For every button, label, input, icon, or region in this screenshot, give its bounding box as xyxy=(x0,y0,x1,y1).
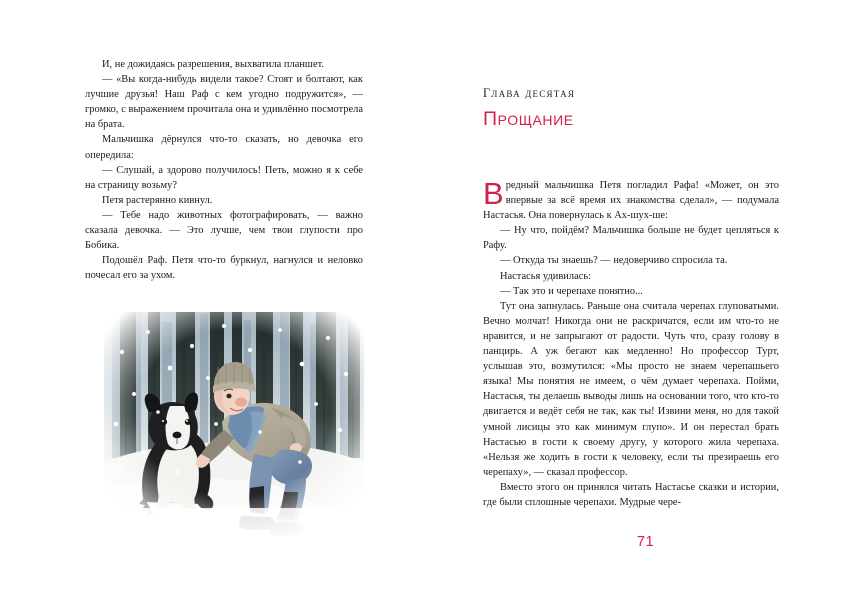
chapter-kicker: Глава десятая xyxy=(483,86,576,100)
left-page-text-column xyxy=(85,57,363,283)
paragraph: Тут она запнулась. Раньше она считала черепах глуповатыми. Вечно молчат! Никогда они не раскричатся, если им что-то не нравится, и не запрыгают от радости. Чуть что, сразу голову в панцирь. А уж бегают как медленно! Но профессор Турт, услышав это, возмутился: «Мы просто не знаем черепашьего языка! Мы понятия не имеем, о чём думает черепаха. Пойми, Настасья, ты делаешь выводы лишь на основании того, что кто-то двигается и ведёт себя не так, как ты! Извини меня, но для такой умной лисицы это как минимум глупо». И он перестал брать Настасью в гости к своему другу, у которого жила черепаха. «Нельзя же ходить в гости к человеку, если ты презираешь его черепаху», — сказал профессор. xyxy=(483,300,779,478)
paragraph: Петя растерянно кивнул. xyxy=(102,194,213,206)
paragraph-with-dropcap xyxy=(483,178,779,223)
paragraph: — Слушай, а здорово получилось! Петь, можно я к себе на страницу возьму? xyxy=(85,164,363,191)
paragraph: — Откуда ты знаешь? — недоверчиво спросила та. xyxy=(500,255,728,267)
paragraph: — Так это и черепахе понятно... xyxy=(500,285,643,297)
page-title: Прощание xyxy=(483,108,574,130)
drop-cap: В xyxy=(483,176,504,211)
paragraph: — Ну что, пойдём? Мальчишка больше не будет цепляться к Рафу. xyxy=(483,225,779,252)
right-page-text-column xyxy=(483,178,779,510)
paragraph: Подошёл Раф. Петя что-то буркнул, нагнулся и неловко почесал его за ухом. xyxy=(85,255,363,282)
paragraph: Мальчишка дёрнулся что-то сказать, но девочка его опередила: xyxy=(85,134,363,161)
illustration-artwork xyxy=(104,312,364,537)
paragraph: — Тебе надо животных фотографировать, — важно сказала девочка. — Это лучше, чем твои глупости про Бобика. xyxy=(85,209,363,252)
paragraph: И, не дожидаясь разрешения, выхватила планшет. xyxy=(102,59,324,70)
paragraph-text: редный мальчишка Петя погладил Рафа! «Может, он это впервые за всё время их знакомства сделал», — подумала Настасья. Она повернулась к Ах-шух-ше: xyxy=(483,180,779,222)
paragraph: Настасья удивилась: xyxy=(500,270,592,282)
paragraph: Вместо этого он принялся читать Настасье сказки и истории, где были сплошные черепахи. Мудрые чере- xyxy=(483,481,779,508)
right-page xyxy=(430,0,861,590)
left-page xyxy=(0,0,430,590)
illustration xyxy=(104,312,364,537)
page-number: 71 xyxy=(636,534,655,550)
paragraph: — «Вы когда-нибудь видели такое? Стоят и болтают, как лучшие друзья! Наш Раф с кем угодно подружится», — громко, с выражением прочитала она и удивлённо посмотрела на брата. xyxy=(85,74,363,131)
